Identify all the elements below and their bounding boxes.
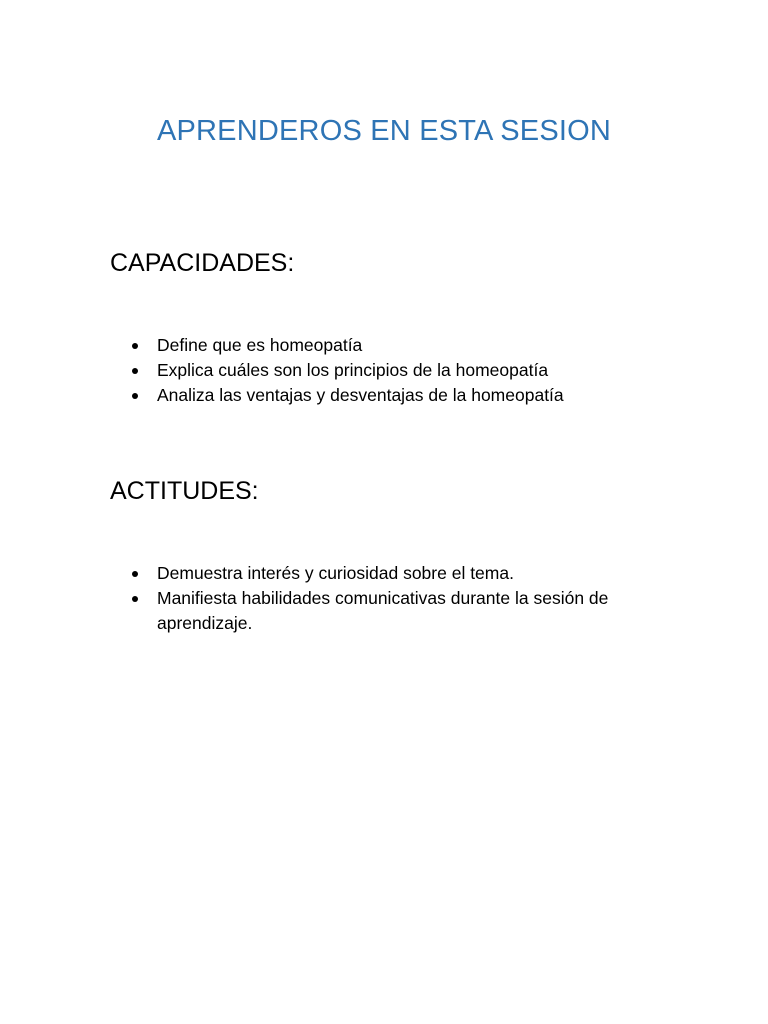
bullet-icon — [132, 571, 138, 577]
capacidades-list — [132, 333, 652, 408]
list-item — [132, 383, 652, 408]
list-item-text: Explica cuáles son los principios de la homeopatía — [157, 360, 549, 380]
list-item-text: Demuestra interés y curiosidad sobre el tema. — [157, 563, 514, 583]
bullet-icon — [132, 368, 138, 374]
list-item — [132, 586, 627, 636]
bullet-icon — [132, 393, 138, 399]
actitudes-list — [132, 561, 652, 636]
section-heading-actitudes: ACTITUDES: — [110, 477, 259, 505]
bullet-icon — [132, 596, 138, 602]
list-item — [132, 561, 652, 586]
document-title: APRENDEROS EN ESTA SESION — [156, 115, 612, 147]
list-item-text: Manifiesta habilidades comunicativas durante la sesión de aprendizaje. — [157, 588, 609, 633]
list-item — [132, 358, 652, 383]
bullet-icon — [132, 343, 138, 349]
list-item-text: Analiza las ventajas y desventajas de la homeopatía — [157, 385, 564, 405]
section-heading-capacidades: CAPACIDADES: — [110, 249, 295, 277]
list-item — [132, 333, 652, 358]
list-item-text: Define que es homeopatía — [157, 335, 363, 355]
